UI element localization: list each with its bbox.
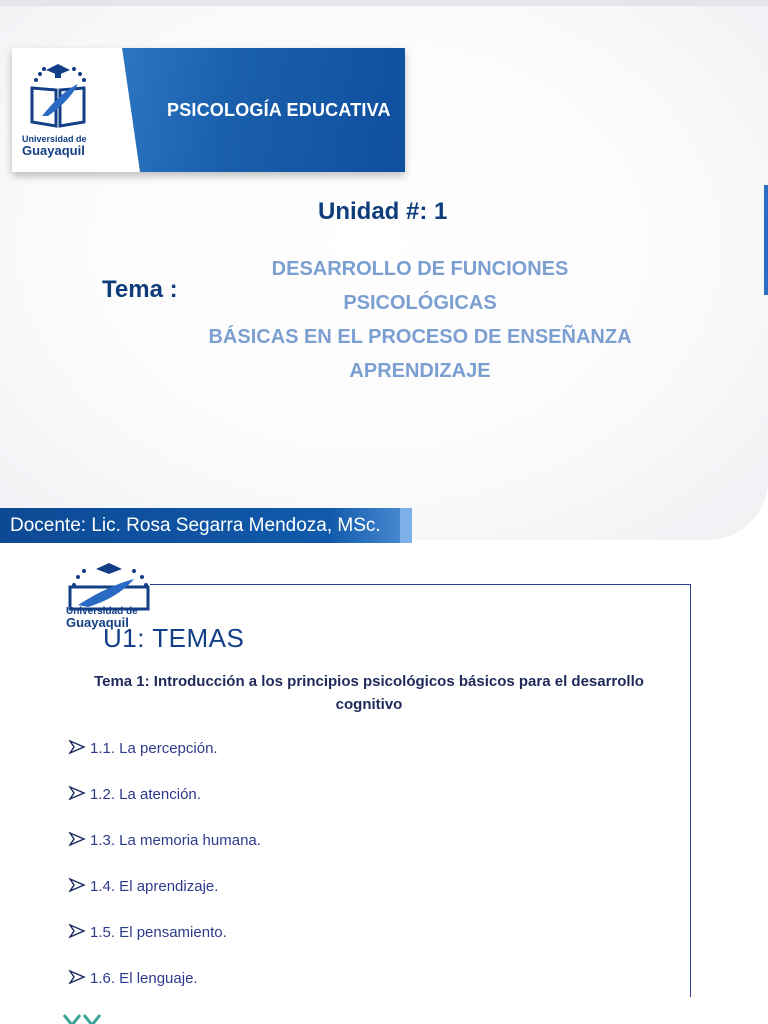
docente-name: Docente: Lic. Rosa Segarra Mendoza, MSc.	[10, 515, 381, 536]
tema-1-title	[62, 670, 676, 716]
topic-text: 1.2. La atención.	[90, 786, 201, 803]
list-item	[68, 832, 261, 878]
arrow-bullet-icon	[68, 786, 88, 800]
university-name-line1: Universidad de	[66, 606, 138, 617]
partial-logo-icon	[62, 1013, 106, 1024]
topics-slide	[0, 543, 768, 1024]
list-item	[68, 878, 261, 924]
university-logo-icon	[22, 60, 94, 130]
slide-heading: U1: TEMAS	[103, 623, 245, 653]
university-name	[22, 134, 122, 158]
tema-1-line: cognitivo	[335, 696, 403, 713]
arrow-bullet-icon	[68, 924, 88, 938]
course-title: PSICOLOGÍA EDUCATIVA	[167, 100, 391, 120]
tema-label: Tema :	[102, 276, 178, 303]
university-name-line1: Universidad de	[22, 134, 87, 144]
topic-text: 1.5. El pensamiento.	[90, 924, 227, 941]
topic-text: 1.1. La percepción.	[90, 740, 218, 757]
topic-text: 1.6. El lenguaje.	[90, 970, 198, 987]
topics-list	[68, 740, 261, 1016]
university-name-line2: Guayaquil	[66, 615, 129, 630]
arrow-bullet-icon	[68, 740, 88, 754]
list-item	[68, 740, 261, 786]
arrow-bullet-icon	[68, 832, 88, 846]
topic-text: 1.4. El aprendizaje.	[90, 878, 219, 895]
arrow-bullet-icon	[68, 970, 88, 984]
arrow-bullet-icon	[68, 878, 88, 892]
tema-title-line: DESARROLLO DE FUNCIONES PSICOLÓGICAS	[271, 258, 569, 314]
tema-1-line: Tema 1: Introducción a los principios psicológicos básicos para el desarrollo	[94, 673, 644, 690]
university-name-line2: Guayaquil	[22, 143, 85, 158]
docente-bar	[0, 508, 412, 543]
tema-title-line: BÁSICAS EN EL PROCESO DE ENSEÑANZA	[208, 326, 632, 348]
unit-title: Unidad #: 1	[318, 198, 448, 225]
tema-title-line: APRENDIZAJE	[349, 360, 491, 382]
topic-text: 1.3. La memoria humana.	[90, 832, 261, 849]
slide-top-border	[0, 0, 768, 6]
docente-bar-stripe	[400, 508, 412, 543]
tema-title	[200, 252, 640, 388]
right-accent-bar	[764, 185, 768, 295]
list-item	[68, 786, 261, 832]
list-item	[68, 970, 261, 1016]
list-item	[68, 924, 261, 970]
